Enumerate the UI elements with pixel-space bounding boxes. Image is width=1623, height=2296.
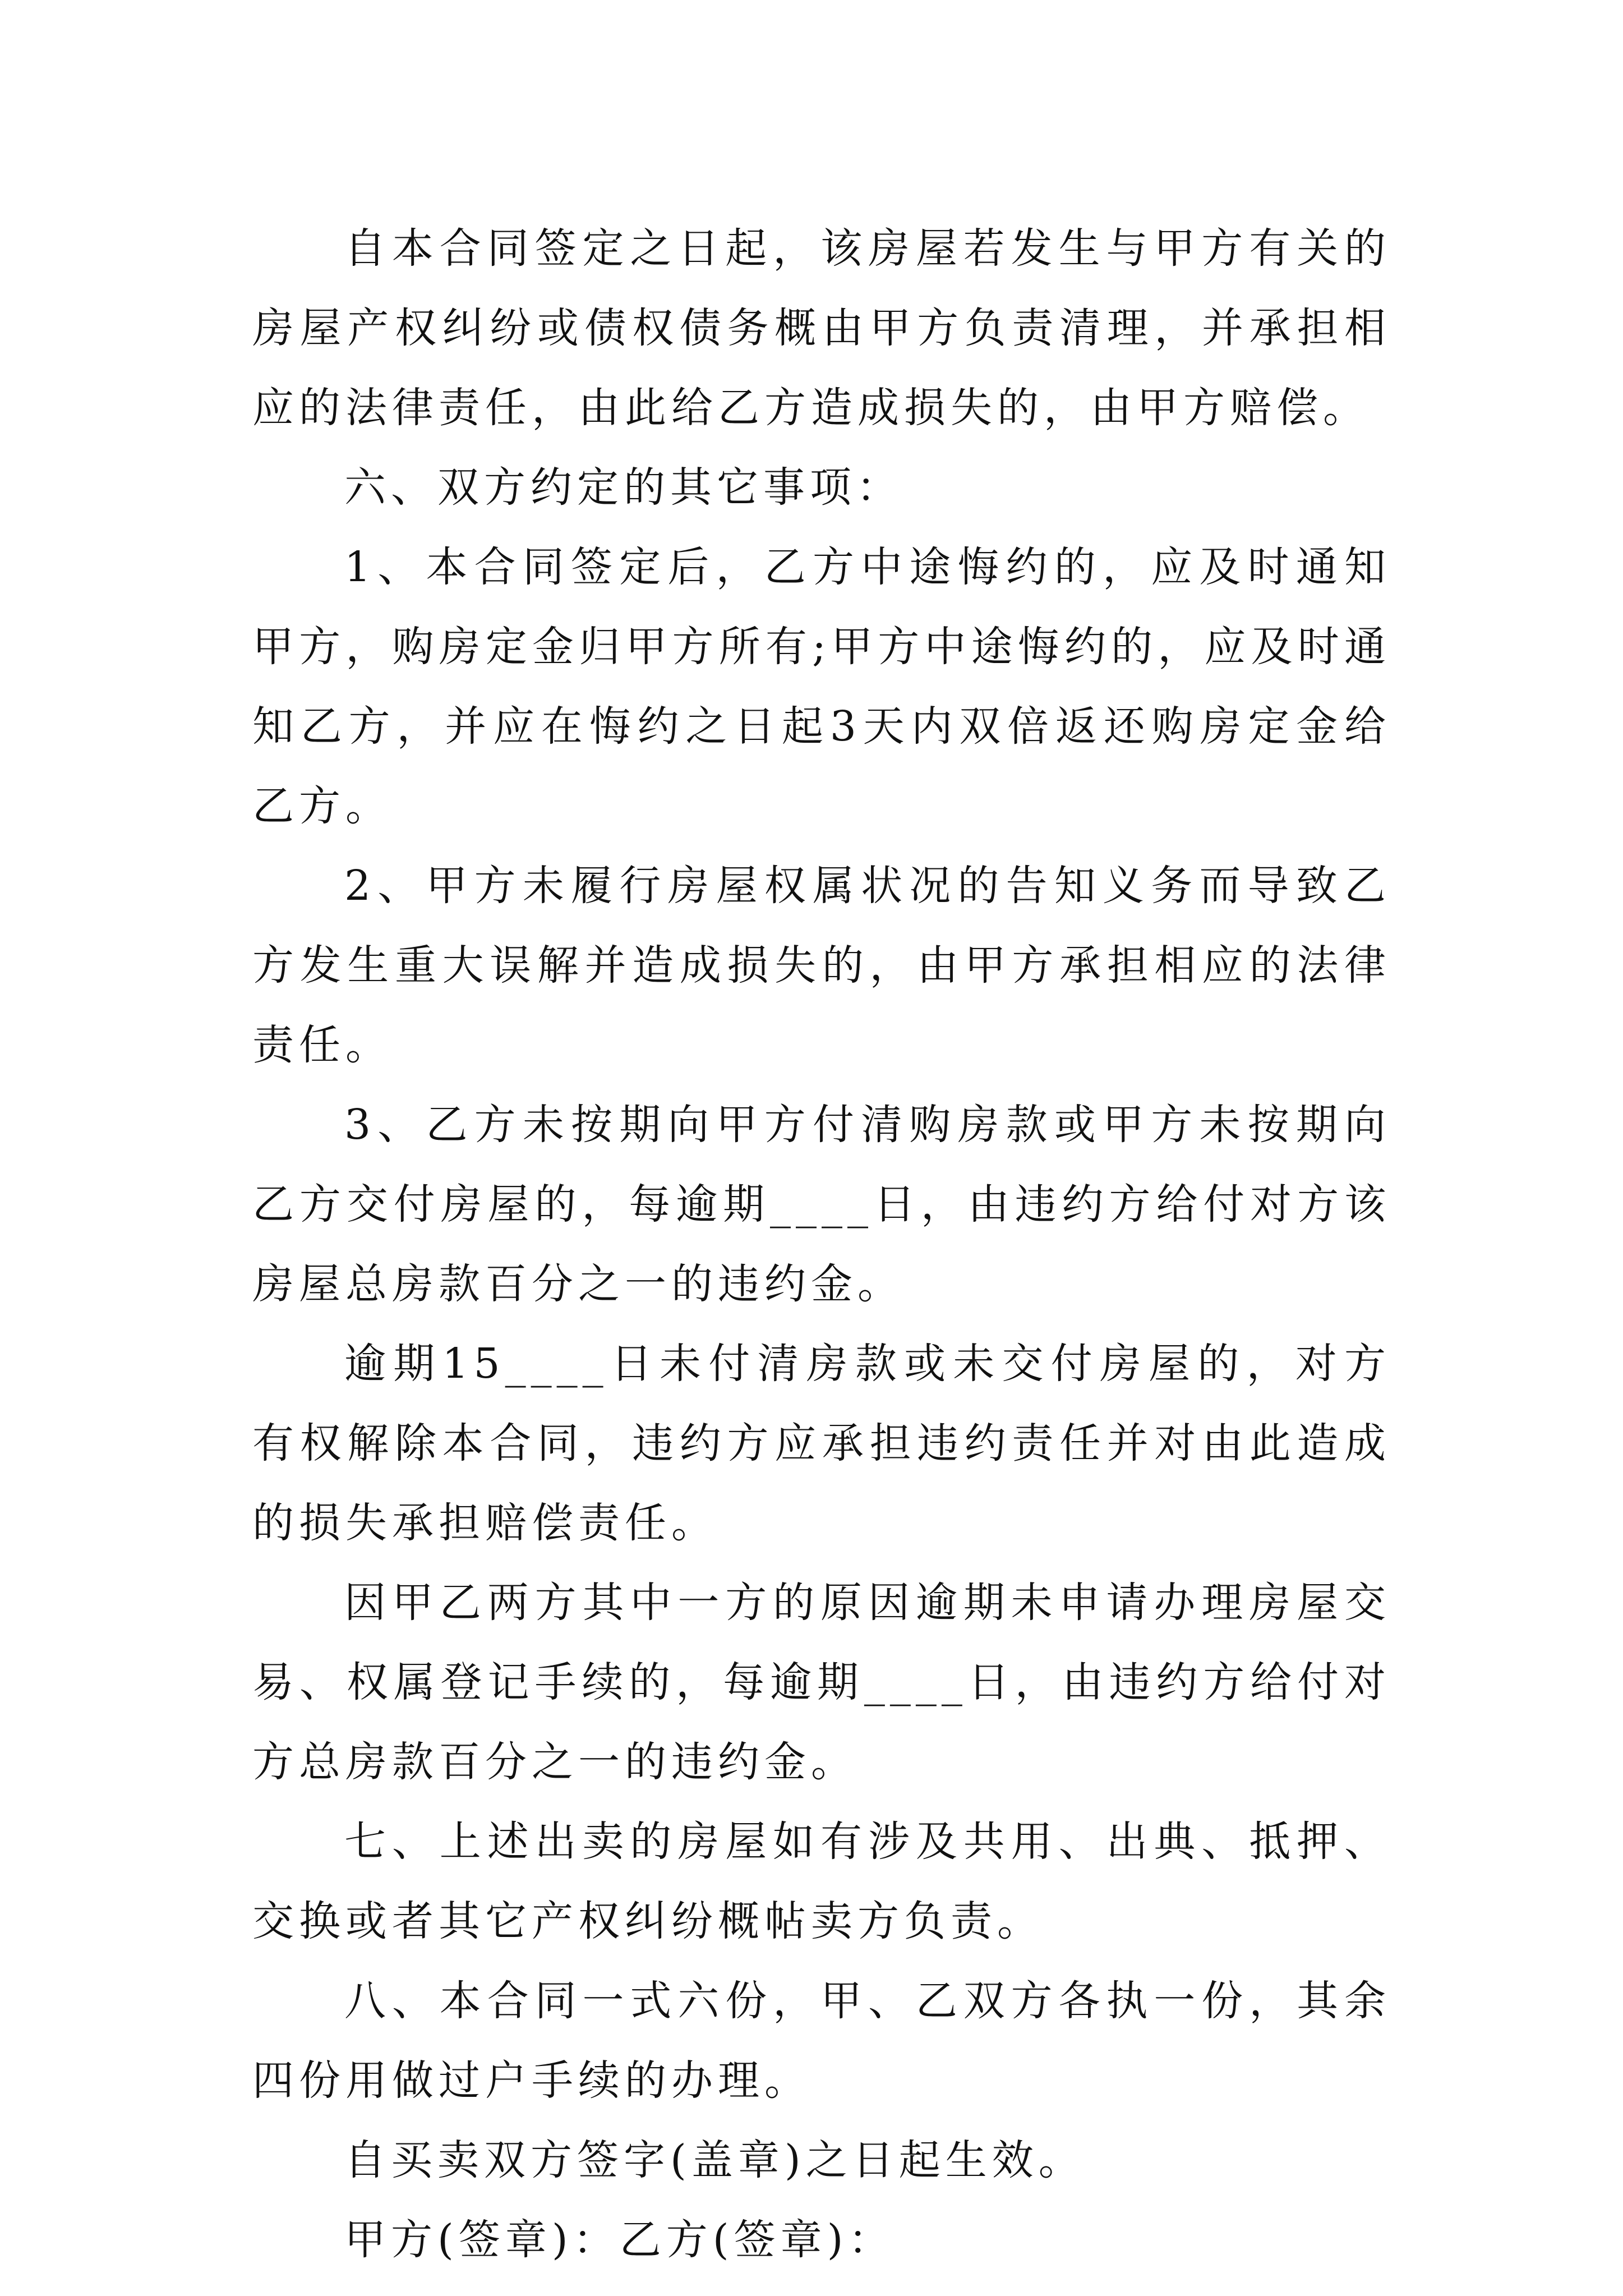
document-body bbox=[252, 209, 1391, 2280]
paragraph-item-3: 3、乙方未按期向甲方付清购房款或甲方未按期向乙方交付房屋的，每逾期____日，由违约方给付对方该房屋总房款百分之一的违约金。 bbox=[252, 1101, 1391, 1308]
paragraph-section-seven: 七、上述出卖的房屋如有涉及共用、出典、抵押、交换或者其它产权纠纷概帖卖方负责。 bbox=[252, 1818, 1391, 1945]
paragraph-section-six-heading: 六、双方约定的其它事项： bbox=[344, 463, 903, 512]
paragraph-effective-date: 自买卖双方签字(盖章)之日起生效。 bbox=[344, 2136, 1085, 2184]
paragraph-registration-delay: 因甲乙两方其中一方的原因逾期未申请办理房屋交易、权属登记手续的，每逾期____日，由违约方给付对方总房款百分之一的违约金。 bbox=[252, 1579, 1391, 1786]
paragraph-item-1: 1、本合同签定后，乙方中途悔约的，应及时通知甲方，购房定金归甲方所有;甲方中途悔约的，应及时通知乙方，并应在悔约之日起3天内双倍返还购房定金给乙方。 bbox=[252, 543, 1391, 830]
paragraph-overdue-15-days: 逾期15____日未付清房款或未交付房屋的，对方有权解除本合同，违约方应承担违约责任并对由此造成的损失承担赔偿责任。 bbox=[252, 1340, 1391, 1547]
paragraph-section-eight: 八、本合同一式六份，甲、乙双方各执一份，其余四份用做过户手续的办理。 bbox=[252, 1977, 1391, 2105]
paragraph-signature-line: 甲方(签章)：乙方(签章)： bbox=[344, 2216, 895, 2264]
paragraph-liability-clause: 自本合同签定之日起，该房屋若发生与甲方有关的房屋产权纠纷或债权债务概由甲方负责清理，并承担相应的法律责任，由此给乙方造成损失的，由甲方赔偿。 bbox=[252, 224, 1391, 432]
paragraph-item-2: 2、甲方未履行房屋权属状况的告知义务而导致乙方发生重大误解并造成损失的，由甲方承担相应的法律责任。 bbox=[252, 862, 1391, 1069]
